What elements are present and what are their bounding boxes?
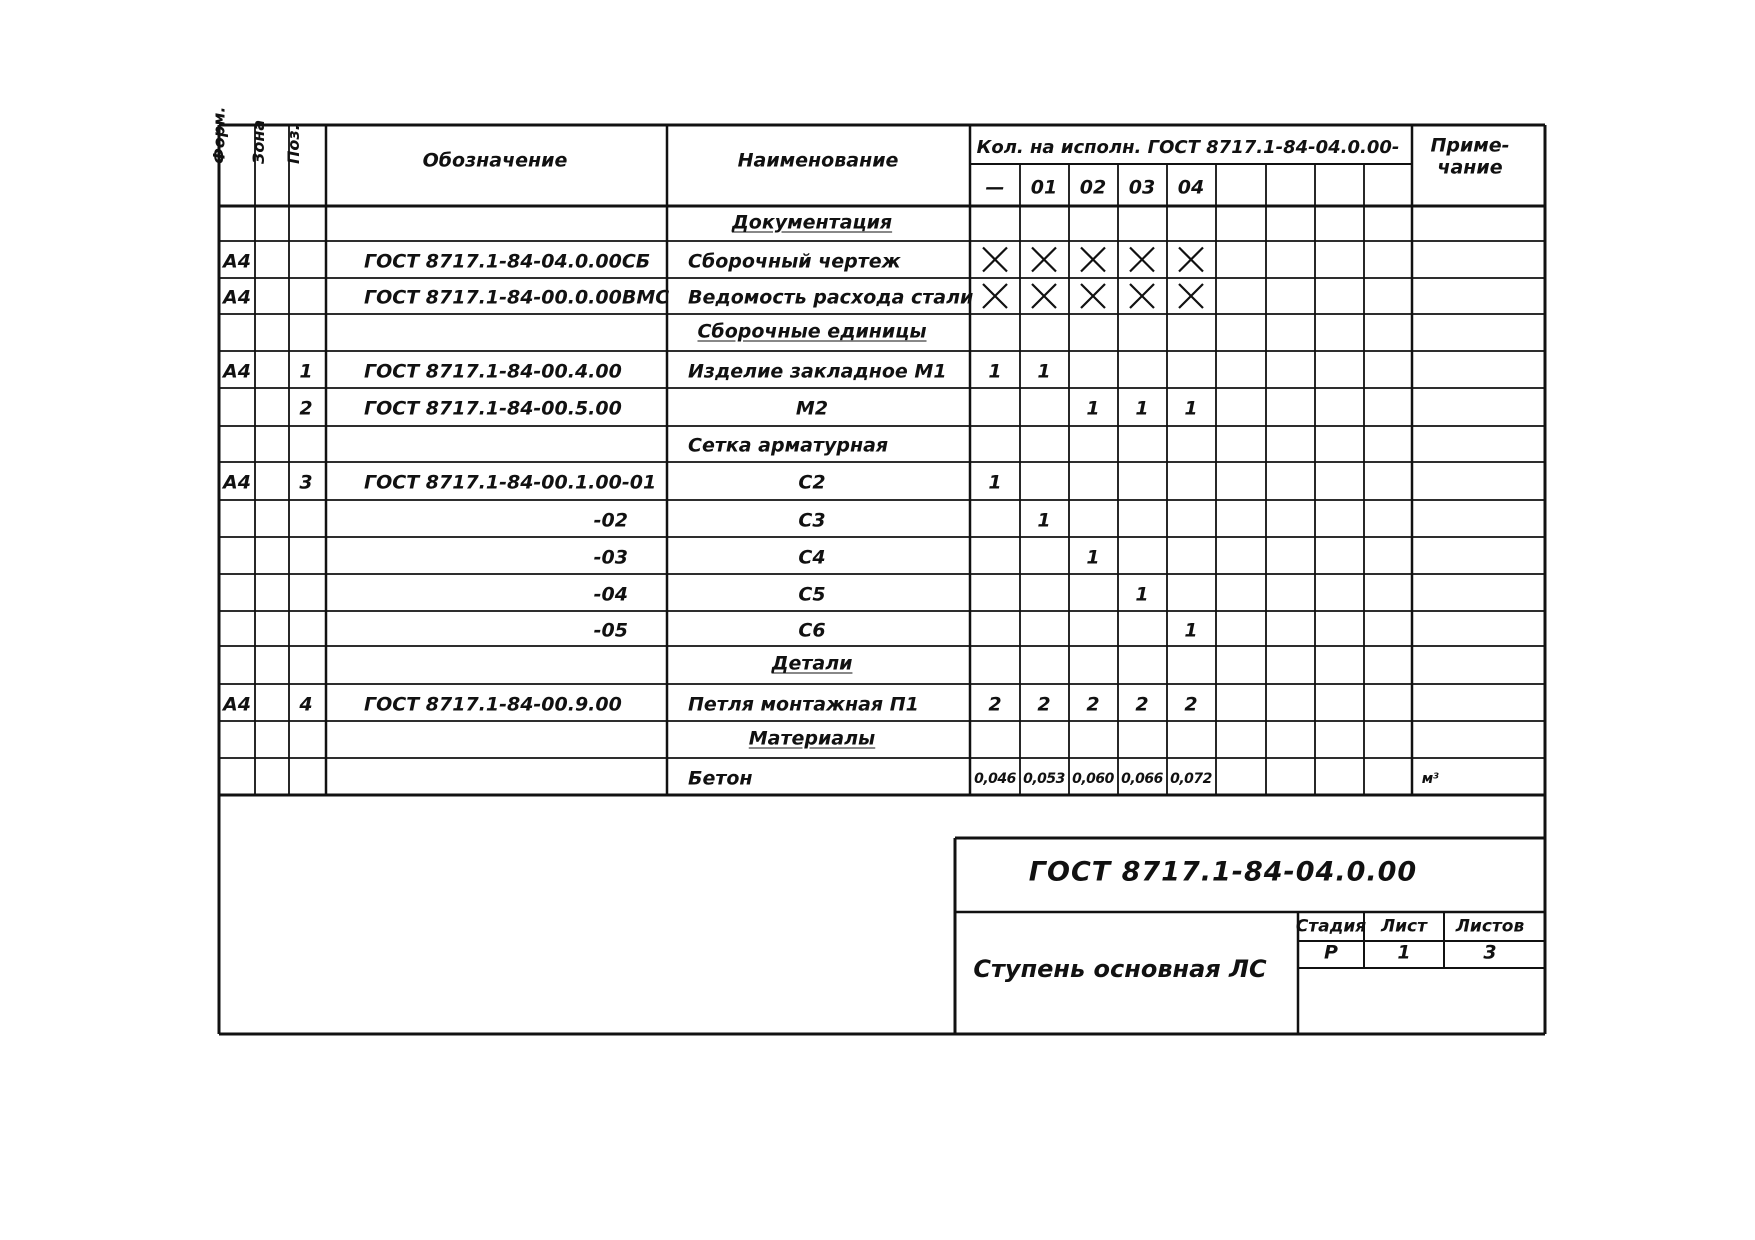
row-quantity: 2 — [1184, 693, 1198, 715]
row-quantity: 2 — [1086, 693, 1100, 715]
cross-mark — [983, 284, 1007, 308]
sheet-label: Лист — [1381, 916, 1427, 937]
row-designation: ГОСТ 8717.1-84-00.1.00-01 — [364, 471, 657, 494]
section-heading: Материалы — [748, 727, 876, 749]
row-quantity: 1 — [1135, 397, 1149, 420]
row-quantity: 0,072 — [1170, 770, 1212, 787]
row-designation: ГОСТ 8717.1-84-00.0.00ВМС — [364, 286, 670, 309]
header-note-line2: чание — [1437, 156, 1503, 179]
row-format: А4 — [223, 360, 251, 382]
stage-label: Стадия — [1295, 916, 1367, 937]
header-designation: Обозначение — [422, 149, 568, 172]
header-position: Поз. — [284, 124, 304, 164]
header-note-line1: Приме- — [1430, 134, 1510, 157]
cross-mark — [1032, 248, 1056, 272]
cross-mark — [1081, 284, 1105, 308]
row-quantity: 1 — [1086, 397, 1100, 420]
row-designation: ГОСТ 8717.1-84-04.0.00СБ — [364, 250, 651, 272]
cross-value — [1191, 261, 1192, 262]
cross-value — [1093, 261, 1094, 262]
row-name: Сетка арматурная — [688, 434, 889, 457]
variant-header-3: 03 — [1128, 176, 1156, 199]
row-quantity: 1 — [1184, 397, 1198, 420]
row-name: С4 — [798, 546, 826, 568]
row-name: С2 — [798, 471, 826, 494]
row-name: М2 — [795, 397, 829, 420]
row-quantity: 0,066 — [1121, 770, 1163, 787]
row-quantity: 2 — [988, 693, 1002, 715]
cross-value — [1142, 298, 1143, 299]
row-designation: ГОСТ 8717.1-84-00.4.00 — [364, 360, 622, 382]
variant-header-1: 01 — [1030, 176, 1058, 199]
sheets-label: Листов — [1455, 916, 1525, 937]
row-quantity: 1 — [988, 360, 1002, 382]
row-note: м³ — [1421, 770, 1439, 787]
row-name: Петля монтажная П1 — [688, 693, 919, 715]
row-quantity: 1 — [988, 471, 1002, 494]
cross-mark — [1081, 248, 1105, 272]
row-designation: -04 — [593, 583, 628, 605]
row-position: 1 — [299, 360, 313, 382]
cross-mark — [1130, 284, 1154, 308]
header-qty-title: Кол. на исполн. ГОСТ 8717.1-84-04.0.00- — [976, 137, 1400, 158]
cross-mark — [1130, 248, 1154, 272]
row-quantity: 2 — [1037, 693, 1051, 715]
row-quantity: 0,060 — [1072, 770, 1114, 787]
row-quantity: 1 — [1086, 546, 1100, 568]
header-format: Форм. — [209, 106, 229, 164]
document-title: Ступень основная ЛС — [973, 955, 1267, 983]
row-name: С5 — [798, 583, 826, 605]
row-position: 2 — [299, 397, 313, 420]
cross-mark — [1179, 284, 1203, 308]
cross-mark — [983, 248, 1007, 272]
row-format: А4 — [223, 250, 251, 272]
row-designation: -05 — [593, 619, 628, 641]
cross-value — [995, 298, 996, 299]
variant-header-0: — — [985, 176, 1005, 199]
variant-header-4: 04 — [1177, 176, 1205, 199]
section-heading: Документация — [731, 211, 893, 233]
row-position: 3 — [299, 471, 313, 494]
row-format: А4 — [223, 693, 251, 715]
row-quantity: 0,053 — [1023, 770, 1065, 787]
cross-mark — [1032, 284, 1056, 308]
cross-value — [1044, 261, 1045, 262]
cross-value — [1191, 298, 1192, 299]
row-quantity: 0,046 — [974, 770, 1016, 787]
row-name: Сборочный чертеж — [688, 250, 901, 272]
row-quantity: 1 — [1184, 619, 1198, 641]
stage-value: Р — [1324, 941, 1338, 964]
row-name: С3 — [798, 509, 826, 531]
sheets-value: 3 — [1483, 941, 1497, 964]
row-designation: ГОСТ 8717.1-84-00.5.00 — [364, 397, 622, 420]
row-name: С6 — [798, 619, 826, 641]
row-quantity: 1 — [1135, 583, 1149, 605]
cross-value — [995, 261, 996, 262]
row-name: Изделие закладное М1 — [688, 360, 947, 382]
cross-value — [1093, 298, 1094, 299]
cross-value — [1142, 261, 1143, 262]
header-zone: Зона — [248, 119, 268, 164]
sheet-value: 1 — [1397, 941, 1411, 964]
row-quantity: 1 — [1037, 509, 1051, 531]
row-designation: -03 — [593, 546, 628, 568]
row-name: Ведомость расхода стали — [688, 286, 974, 309]
section-heading: Сборочные единицы — [697, 320, 927, 342]
variant-header-2: 02 — [1079, 176, 1107, 199]
header-name: Наименование — [737, 149, 899, 172]
row-format: А4 — [223, 286, 251, 309]
row-quantity: 2 — [1135, 693, 1149, 715]
row-designation: -02 — [593, 509, 628, 531]
row-name: Бетон — [688, 767, 753, 789]
document-code: ГОСТ 8717.1-84-04.0.00 — [1028, 856, 1418, 888]
section-heading: Детали — [771, 652, 853, 675]
row-format: А4 — [223, 471, 251, 494]
row-quantity: 1 — [1037, 360, 1051, 382]
cross-mark — [1179, 248, 1203, 272]
row-position: 4 — [299, 693, 313, 715]
row-designation: ГОСТ 8717.1-84-00.9.00 — [364, 693, 622, 715]
cross-value — [1044, 298, 1045, 299]
